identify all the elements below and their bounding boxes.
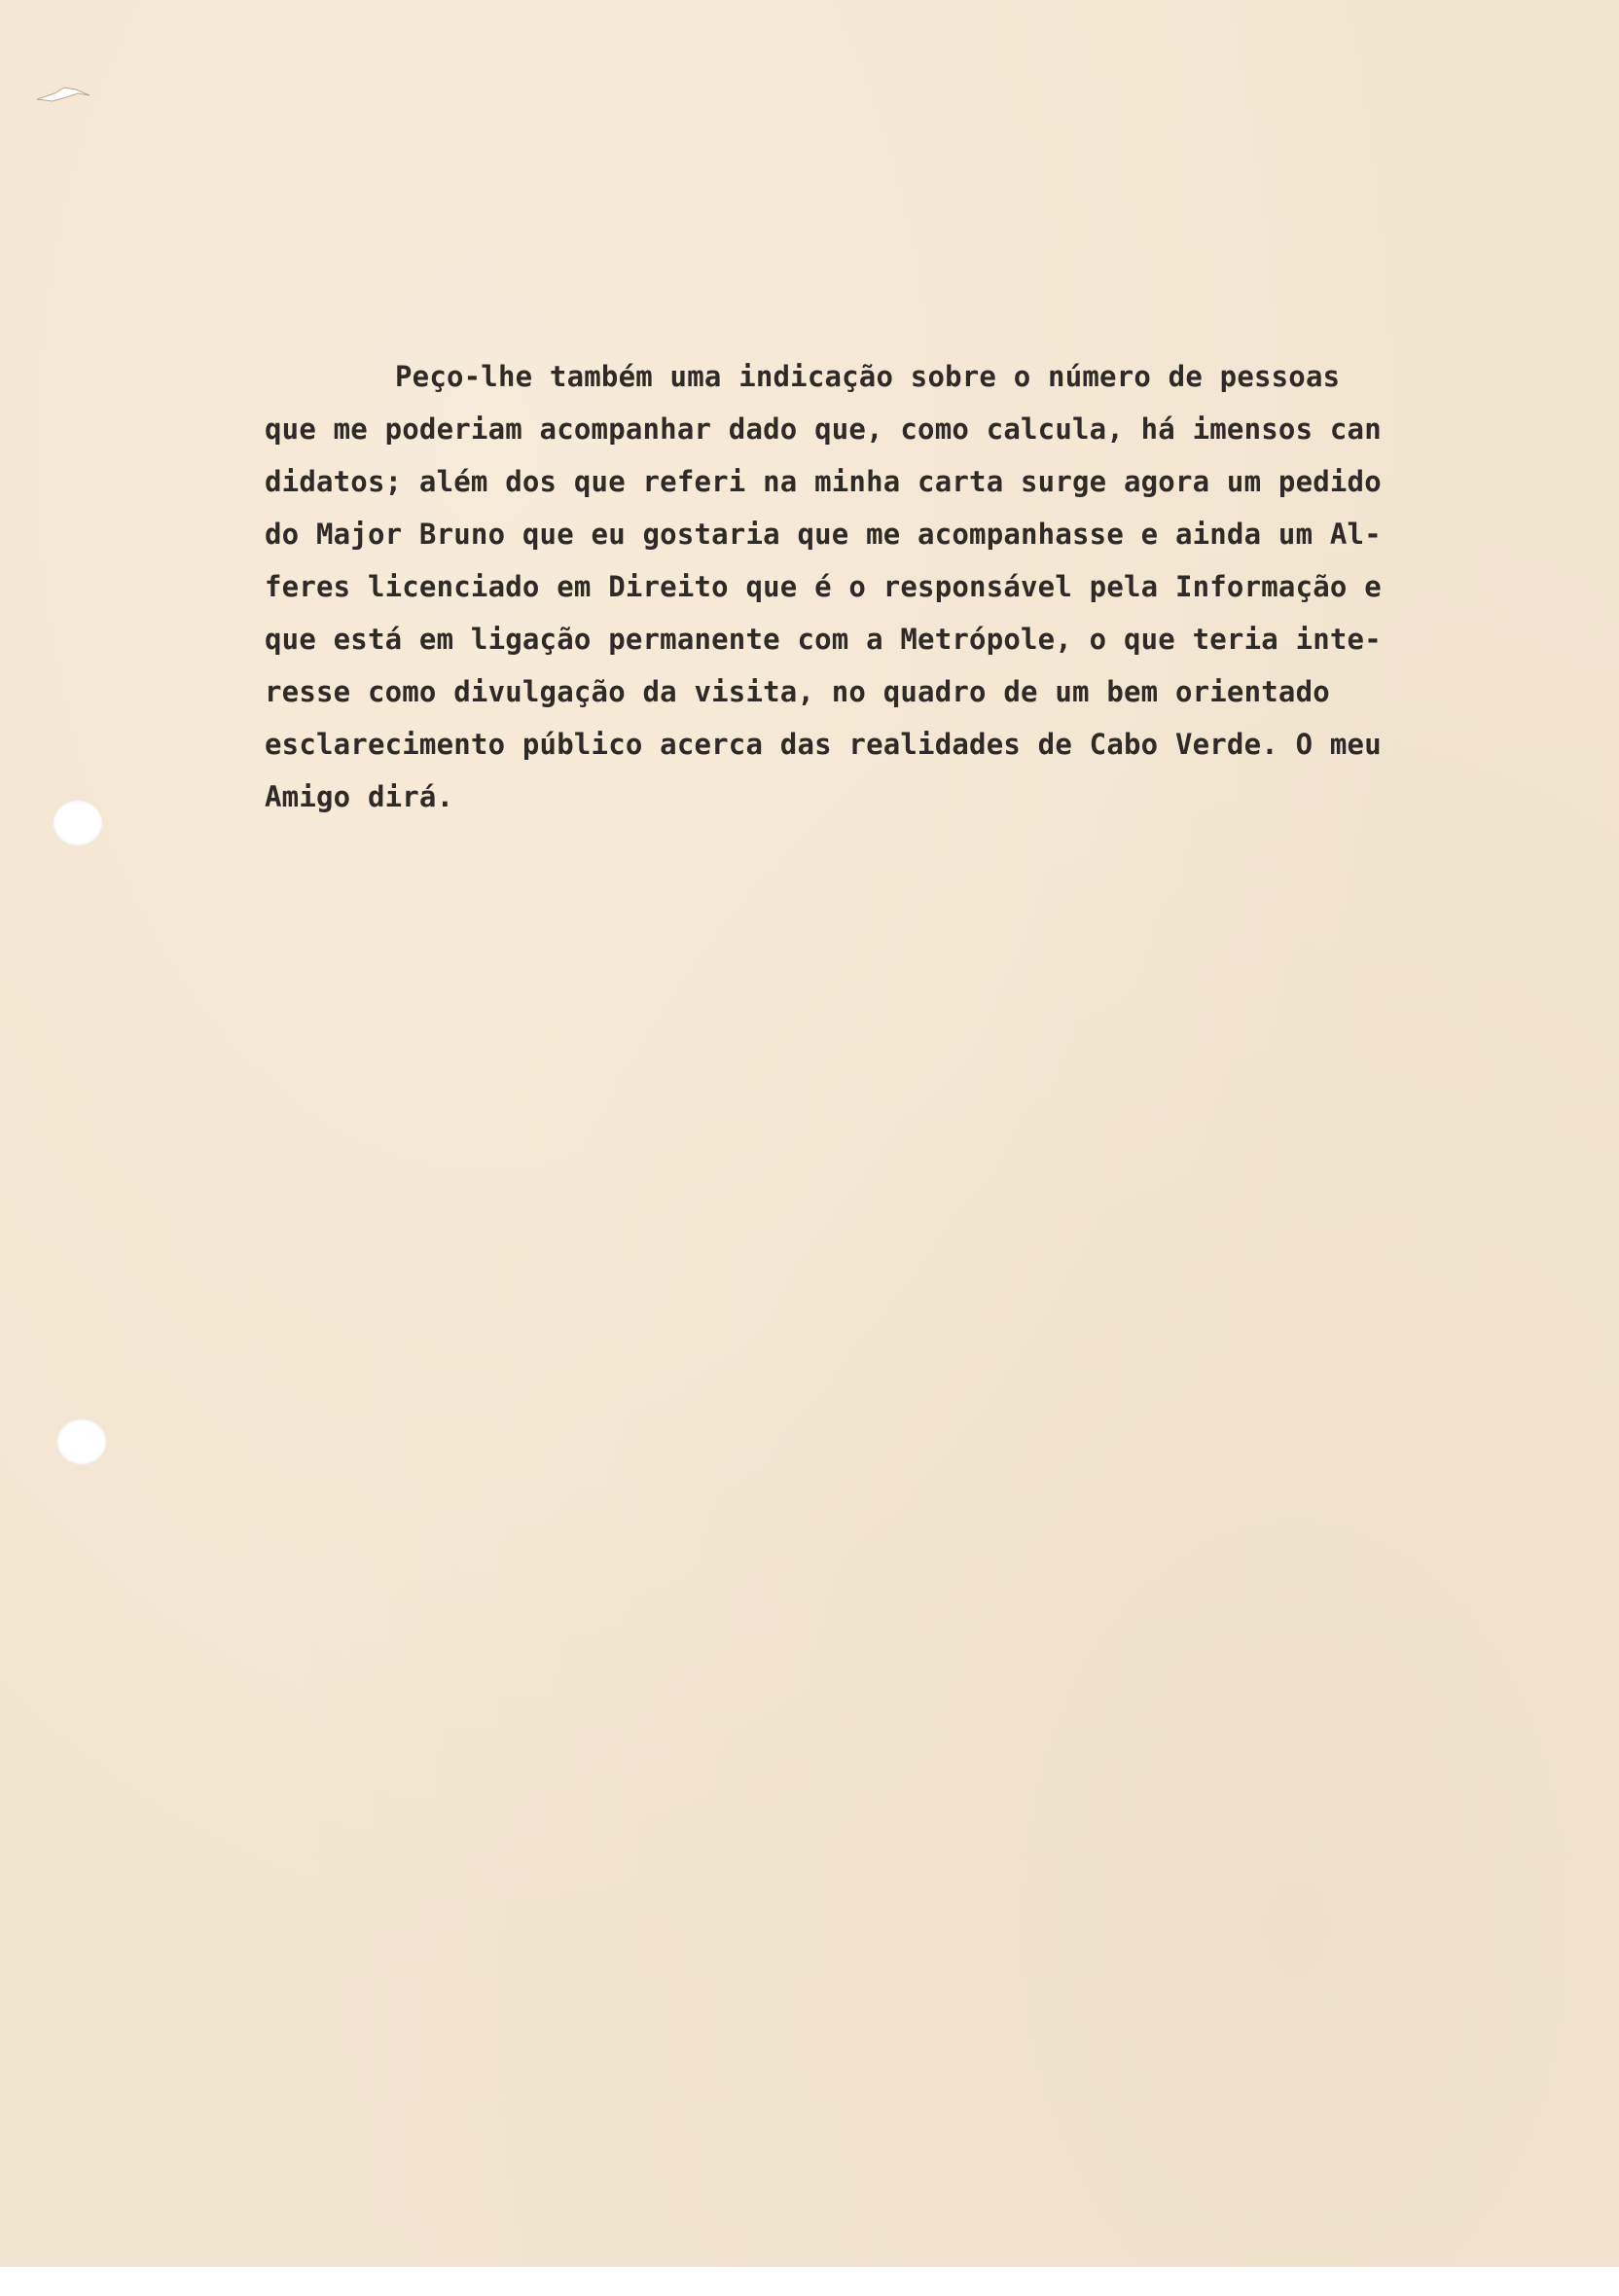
paragraph-line: Amigo dirá. xyxy=(265,780,454,813)
punch-hole-lower xyxy=(56,1418,107,1465)
paragraph-line: didatos; além dos que referi na minha carta surge agora um pedido xyxy=(265,465,1382,498)
paper-tear-mark xyxy=(35,80,93,109)
paragraph-line: que está em ligação permanente com a Metrópole, o que teria inte- xyxy=(265,623,1382,656)
scan-margin xyxy=(0,2267,1619,2296)
paragraph-line: Peço-lhe também uma indicação sobre o número de pessoas xyxy=(395,360,1341,393)
punch-hole-upper xyxy=(53,800,103,846)
paragraph-line: feres licenciado em Direito que é o responsável pela Informação e xyxy=(265,570,1382,603)
paragraph-line: do Major Bruno que eu gostaria que me acompanhasse e ainda um Al- xyxy=(265,518,1382,551)
paragraph-line: que me poderiam acompanhar dado que, como calcula, há imensos can xyxy=(265,413,1382,446)
letter-paragraph xyxy=(265,350,1539,823)
paragraph-line: esclarecimento público acerca das realidades de Cabo Verde. O meu xyxy=(265,728,1382,761)
paragraph-line: resse como divulgação da visita, no quadro de um bem orientado xyxy=(265,675,1330,708)
